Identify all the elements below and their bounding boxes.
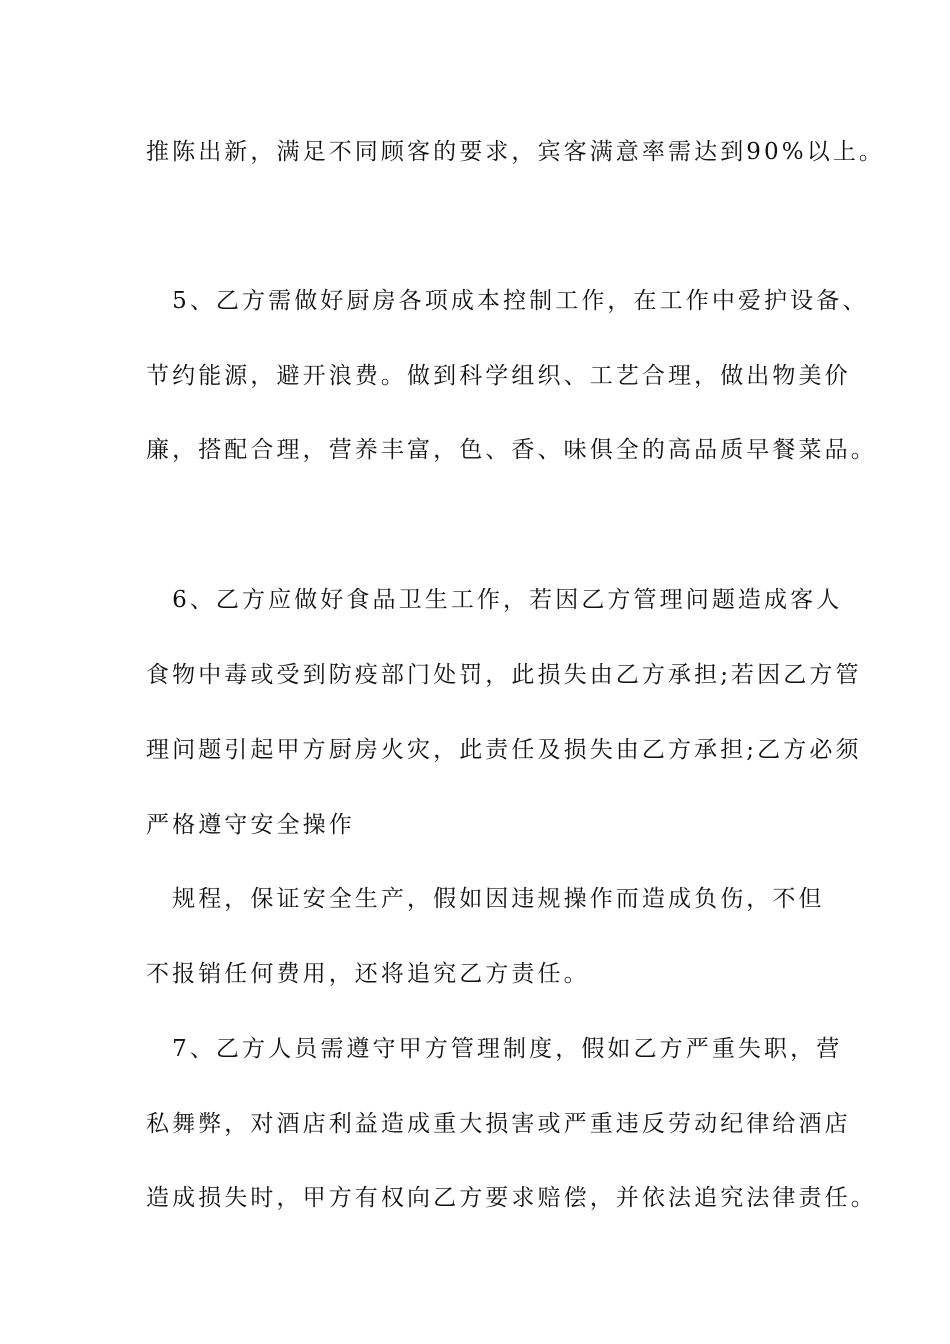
text-line: 6、乙方应做好食品卫生工作，若因乙方管理问题造成客人 (146, 587, 843, 613)
text-line: 推陈出新，满足不同顾客的要求，宾客满意率需达到90%以上。 (146, 139, 886, 165)
text-line: 私舞弊，对酒店利益造成重大损害或严重违反劳动纪律给酒店 (146, 1111, 851, 1137)
text-line: 规程，保证安全生产，假如因违规操作而造成负伤，不但 (146, 886, 825, 912)
text-line: 严格遵守安全操作 (146, 812, 355, 838)
text-line: 5、乙方需做好厨房各项成本控制工作，在工作中爱护设备、 (146, 288, 869, 314)
text-line: 理问题引起甲方厨房火灾，此责任及损失由乙方承担;乙方必须 (146, 737, 862, 763)
text-line: 节约能源，避开浪费。做到科学组织、工艺合理，做出物美价 (146, 363, 851, 389)
text-line: 食物中毒或受到防疫部门处罚，此损失由乙方承担;若因乙方管 (146, 662, 862, 688)
text-line: 7、乙方人员需遵守甲方管理制度，假如乙方严重失职，营 (146, 1036, 843, 1062)
text-line: 造成损失时，甲方有权向乙方要求赔偿，并依法追究法律责任。 (146, 1185, 877, 1211)
text-line: 不报销任何费用，还将追究乙方责任。 (146, 961, 590, 987)
text-line: 廉，搭配合理，营养丰富，色、香、味俱全的高品质早餐菜品。 (146, 437, 877, 463)
